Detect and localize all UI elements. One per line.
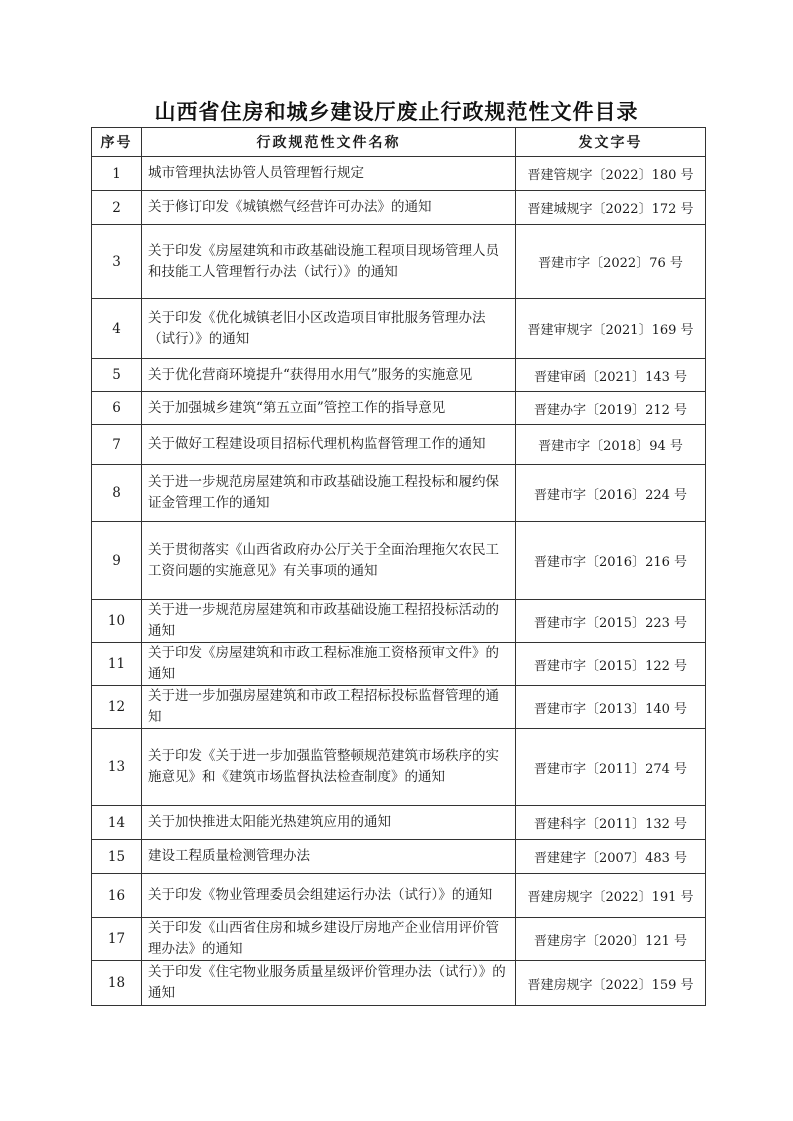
table-row [92,191,706,225]
row-doc-number: 晋建市字〔2015〕223 号 [516,600,706,643]
row-file-name: 关于优化营商环境提升“获得用水用气”服务的实施意见 [142,359,516,392]
row-file-name: 关于印发《房屋建筑和市政基础设施工程项目现场管理人员和技能工人管理暂行办法（试行）》的通知 [142,225,516,299]
table-row [92,686,706,729]
row-doc-number: 晋建市字〔2016〕224 号 [516,465,706,522]
row-doc-number: 晋建科字〔2011〕132 号 [516,806,706,840]
row-doc-number: 晋建房规字〔2022〕159 号 [516,961,706,1006]
row-seq: 13 [92,729,142,806]
row-doc-number: 晋建审规字〔2021〕169 号 [516,299,706,359]
row-file-name: 关于印发《房屋建筑和市政工程标准施工资格预审文件》的通知 [142,643,516,686]
row-seq: 1 [92,157,142,191]
row-seq: 6 [92,392,142,425]
row-seq: 2 [92,191,142,225]
row-file-name: 关于做好工程建设项目招标代理机构监督管理工作的通知 [142,425,516,465]
table-row [92,729,706,806]
row-doc-number: 晋建审函〔2021〕143 号 [516,359,706,392]
row-doc-number: 晋建管规字〔2022〕180 号 [516,157,706,191]
row-doc-number: 晋建办字〔2019〕212 号 [516,392,706,425]
row-file-name: 关于印发《住宅物业服务质量星级评价管理办法（试行）》的通知 [142,961,516,1006]
row-doc-number: 晋建市字〔2015〕122 号 [516,643,706,686]
row-file-name: 关于修订印发《城镇燃气经营许可办法》的通知 [142,191,516,225]
row-file-name: 关于印发《优化城镇老旧小区改造项目审批服务管理办法（试行）》的通知 [142,299,516,359]
header-seq: 序号 [92,128,142,157]
row-seq: 9 [92,522,142,600]
row-seq: 16 [92,874,142,918]
table-row [92,299,706,359]
table-row [92,425,706,465]
table-row [92,874,706,918]
table-row [92,157,706,191]
table-row [92,840,706,874]
table-row [92,522,706,600]
row-file-name: 建设工程质量检测管理办法 [142,840,516,874]
row-file-name: 关于贯彻落实《山西省政府办公厅关于全面治理拖欠农民工工资问题的实施意见》有关事项的通知 [142,522,516,600]
row-file-name: 关于进一步加强房屋建筑和市政工程招标投标监督管理的通知 [142,686,516,729]
row-seq: 17 [92,918,142,961]
row-doc-number: 晋建市字〔2022〕76 号 [516,225,706,299]
row-seq: 14 [92,806,142,840]
row-doc-number: 晋建房规字〔2022〕191 号 [516,874,706,918]
row-doc-number: 晋建市字〔2013〕140 号 [516,686,706,729]
row-seq: 8 [92,465,142,522]
table-header-row [92,128,706,157]
row-file-name: 关于加快推进太阳能光热建筑应用的通知 [142,806,516,840]
row-seq: 5 [92,359,142,392]
table-row [92,918,706,961]
row-doc-number: 晋建市字〔2018〕94 号 [516,425,706,465]
header-name: 行政规范性文件名称 [142,128,516,157]
catalog-table [91,127,706,1006]
row-file-name: 关于印发《物业管理委员会组建运行办法（试行）》的通知 [142,874,516,918]
table-row [92,392,706,425]
row-doc-number: 晋建建字〔2007〕483 号 [516,840,706,874]
row-file-name: 关于印发《关于进一步加强监管整顿规范建筑市场秩序的实施意见》和《建筑市场监督执法检查制度》的通知 [142,729,516,806]
row-file-name: 城市管理执法协管人员管理暂行规定 [142,157,516,191]
row-doc-number: 晋建市字〔2016〕216 号 [516,522,706,600]
row-seq: 18 [92,961,142,1006]
row-doc-number: 晋建城规字〔2022〕172 号 [516,191,706,225]
row-seq: 10 [92,600,142,643]
table-row [92,359,706,392]
document-title: 山西省住房和城乡建设厅废止行政规范性文件目录 [154,100,639,124]
row-file-name: 关于印发《山西省住房和城乡建设厅房地产企业信用评价管理办法》的通知 [142,918,516,961]
row-seq: 11 [92,643,142,686]
row-doc-number: 晋建市字〔2011〕274 号 [516,729,706,806]
header-code: 发文字号 [516,128,706,157]
table-row [92,961,706,1006]
row-seq: 3 [92,225,142,299]
row-seq: 12 [92,686,142,729]
table-row [92,600,706,643]
row-file-name: 关于进一步规范房屋建筑和市政基础设施工程投标和履约保证金管理工作的通知 [142,465,516,522]
table-row [92,225,706,299]
row-file-name: 关于进一步规范房屋建筑和市政基础设施工程招投标活动的通知 [142,600,516,643]
table-row [92,806,706,840]
row-doc-number: 晋建房字〔2020〕121 号 [516,918,706,961]
table-row [92,465,706,522]
row-file-name: 关于加强城乡建筑“第五立面”管控工作的指导意见 [142,392,516,425]
row-seq: 15 [92,840,142,874]
table-row [92,643,706,686]
row-seq: 7 [92,425,142,465]
row-seq: 4 [92,299,142,359]
table-body [92,157,706,1006]
